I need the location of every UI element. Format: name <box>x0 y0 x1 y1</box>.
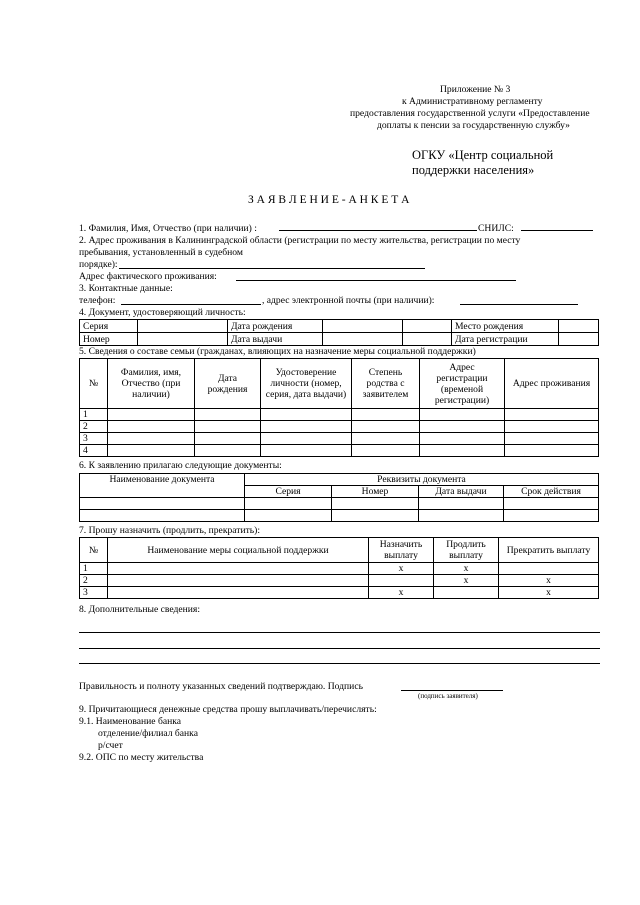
fio-field[interactable] <box>279 230 477 231</box>
cell[interactable] <box>195 409 261 421</box>
row-number: 2 <box>80 421 108 433</box>
confirmation-text: Правильность и полноту указанных сведений подтверждаю. Подпись <box>79 681 363 692</box>
section-2-line-1: 2. Адрес проживания в Калининградской области (регистрации по месту жительства, регистрации по месту <box>79 235 521 246</box>
doc-validity-header: Срок действия <box>504 486 599 498</box>
number-cell[interactable] <box>138 333 228 346</box>
family-col-birth: Дата рождения <box>195 359 261 409</box>
table-row <box>80 587 599 599</box>
agency-line-1: ОГКУ «Центр социальной <box>412 148 554 162</box>
signature-field[interactable] <box>401 690 503 691</box>
spacer-cell <box>403 333 452 346</box>
series-cell[interactable] <box>138 320 228 333</box>
row-number: 2 <box>80 575 108 587</box>
family-table <box>79 358 599 457</box>
cell[interactable] <box>261 421 352 433</box>
doc-series-header: Серия <box>245 486 332 498</box>
cell[interactable] <box>504 510 599 522</box>
form-title: З А Я В Л Е Н И Е - А Н К Е Т А <box>248 194 410 206</box>
row-number: 3 <box>80 433 108 445</box>
cell[interactable] <box>108 409 195 421</box>
section-8-label: 8. Дополнительные сведения: <box>79 604 200 615</box>
requisites-header: Реквизиты документа <box>245 474 599 486</box>
registration-address-field[interactable] <box>119 268 425 269</box>
measures-col-name: Наименование меры социальной поддержки <box>108 538 369 563</box>
row-number: 1 <box>80 563 108 575</box>
family-col-reg-address: Адрес регистрации (временой регистрации) <box>420 359 505 409</box>
birth-date-label: Дата рождения <box>228 320 323 333</box>
phone-field[interactable] <box>121 304 261 305</box>
section-6-label: 6. К заявлению прилагаю следующие документы: <box>79 460 282 471</box>
measure-name-cell[interactable] <box>108 587 369 599</box>
section-4-label: 4. Документ, удостоверяющий личность: <box>79 307 246 318</box>
row-number: 3 <box>80 587 108 599</box>
table-row <box>80 409 599 421</box>
table-row <box>80 498 599 510</box>
snils-field[interactable] <box>521 230 593 231</box>
reg-date-cell[interactable] <box>559 333 599 346</box>
documents-table <box>79 473 599 522</box>
measures-col-assign: Назначить выплату <box>369 538 434 563</box>
phone-label: телефон: <box>79 295 116 306</box>
cell[interactable] <box>80 498 245 510</box>
cell[interactable] <box>195 433 261 445</box>
birth-place-cell[interactable] <box>559 320 599 333</box>
cell[interactable] <box>332 510 419 522</box>
family-col-address: Адрес проживания <box>505 359 599 409</box>
cell[interactable] <box>352 445 420 457</box>
cell[interactable] <box>352 433 420 445</box>
stop-mark[interactable]: х <box>499 587 599 599</box>
measures-col-no: № <box>80 538 108 563</box>
family-col-id: Удостоверение личности (номер, серия, дата выдачи) <box>261 359 352 409</box>
appendix-line-1: Приложение № 3 <box>440 84 511 95</box>
cell[interactable] <box>419 510 504 522</box>
cell[interactable] <box>505 433 599 445</box>
cell[interactable] <box>261 433 352 445</box>
email-label: , адрес электронной почты (при наличии): <box>262 295 435 306</box>
row-number: 4 <box>80 445 108 457</box>
cell[interactable] <box>108 433 195 445</box>
cell[interactable] <box>505 421 599 433</box>
section-1-label: 1. Фамилия, Имя, Отчество (при наличии) : <box>79 223 257 234</box>
doc-number-header: Номер <box>332 486 419 498</box>
table-row <box>80 563 599 575</box>
number-label: Номер <box>80 333 138 346</box>
actual-address-field[interactable] <box>236 280 516 281</box>
table-row <box>80 510 599 522</box>
doc-name-header: Наименование документа <box>80 474 245 498</box>
email-field[interactable] <box>460 304 578 305</box>
cell[interactable] <box>245 510 332 522</box>
assign-mark[interactable]: х <box>369 563 434 575</box>
row-number: 1 <box>80 409 108 421</box>
family-col-no: № <box>80 359 108 409</box>
additional-info-line-1[interactable] <box>79 632 600 633</box>
cell[interactable] <box>352 409 420 421</box>
cell[interactable] <box>505 445 599 457</box>
cell[interactable] <box>108 421 195 433</box>
additional-info-line-3[interactable] <box>79 663 600 664</box>
signature-caption: (подпись заявителя) <box>418 692 478 700</box>
table-row <box>80 433 599 445</box>
birth-date-cell[interactable] <box>323 320 403 333</box>
cell[interactable] <box>419 498 504 510</box>
account-label: р/счет <box>98 740 123 751</box>
ops-label: 9.2. ОПС по месту жительства <box>79 752 204 763</box>
cell[interactable] <box>108 445 195 457</box>
bank-name-label: 9.1. Наименование банка <box>79 716 182 727</box>
cell[interactable] <box>261 445 352 457</box>
measures-table <box>79 537 599 599</box>
birth-place-label: Место рождения <box>452 320 559 333</box>
assign-mark[interactable]: х <box>369 587 434 599</box>
section-7-label: 7. Прошу назначить (продлить, прекратить): <box>79 525 261 536</box>
appendix-line-2: к Административному регламенту <box>402 96 543 107</box>
bank-branch-label: отделение/филиал банка <box>98 728 198 739</box>
cell[interactable] <box>245 498 332 510</box>
cell[interactable] <box>195 421 261 433</box>
cell[interactable] <box>420 433 505 445</box>
issue-date-cell[interactable] <box>323 333 403 346</box>
series-label: Серия <box>80 320 138 333</box>
extend-mark[interactable]: х <box>434 563 499 575</box>
family-col-name: Фамилия, имя, Отчество (при наличии) <box>108 359 195 409</box>
appendix-line-4: доплаты к пенсии за государственную службу» <box>377 120 570 131</box>
cell[interactable] <box>504 498 599 510</box>
issue-date-label: Дата выдачи <box>228 333 323 346</box>
assign-mark[interactable] <box>369 575 434 587</box>
measure-name-cell[interactable] <box>108 575 369 587</box>
measures-col-extend: Продлить выплату <box>434 538 499 563</box>
cell[interactable] <box>80 510 245 522</box>
measure-name-cell[interactable] <box>108 563 369 575</box>
snils-label: СНИЛС: <box>478 223 514 234</box>
table-row <box>80 421 599 433</box>
actual-address-label: Адрес фактического проживания: <box>79 271 217 282</box>
cell[interactable] <box>505 409 599 421</box>
stop-mark[interactable] <box>499 563 599 575</box>
doc-issue-header: Дата выдачи <box>419 486 504 498</box>
section-2-line-2: пребывания, установленный в судебном <box>79 247 243 258</box>
cell[interactable] <box>420 409 505 421</box>
extend-mark[interactable] <box>434 587 499 599</box>
extend-mark[interactable]: х <box>434 575 499 587</box>
section-5-label: 5. Сведения о составе семьи (гражданах, влияющих на назначение меры социальной поддержки) <box>79 346 476 357</box>
reg-date-label: Дата регистрации <box>452 333 559 346</box>
cell[interactable] <box>332 498 419 510</box>
cell[interactable] <box>261 409 352 421</box>
cell[interactable] <box>195 445 261 457</box>
additional-info-line-2[interactable] <box>79 648 600 649</box>
section-2-line-3: порядке): <box>79 259 118 270</box>
table-row <box>80 445 599 457</box>
spacer-cell <box>403 320 452 333</box>
stop-mark[interactable]: х <box>499 575 599 587</box>
agency-line-2: поддержки населения» <box>412 163 535 177</box>
cell[interactable] <box>420 445 505 457</box>
measures-col-stop: Прекратить выплату <box>499 538 599 563</box>
cell[interactable] <box>352 421 420 433</box>
appendix-line-3: предоставления государственной услуги «Предоставление <box>350 108 590 119</box>
section-9-label: 9. Причитающиеся денежные средства прошу выплачивать/перечислять: <box>79 704 377 715</box>
id-document-table <box>79 319 599 346</box>
table-row <box>80 575 599 587</box>
cell[interactable] <box>420 421 505 433</box>
section-3-label: 3. Контактные данные: <box>79 283 173 294</box>
family-col-relation: Степень родства с заявителем <box>352 359 420 409</box>
